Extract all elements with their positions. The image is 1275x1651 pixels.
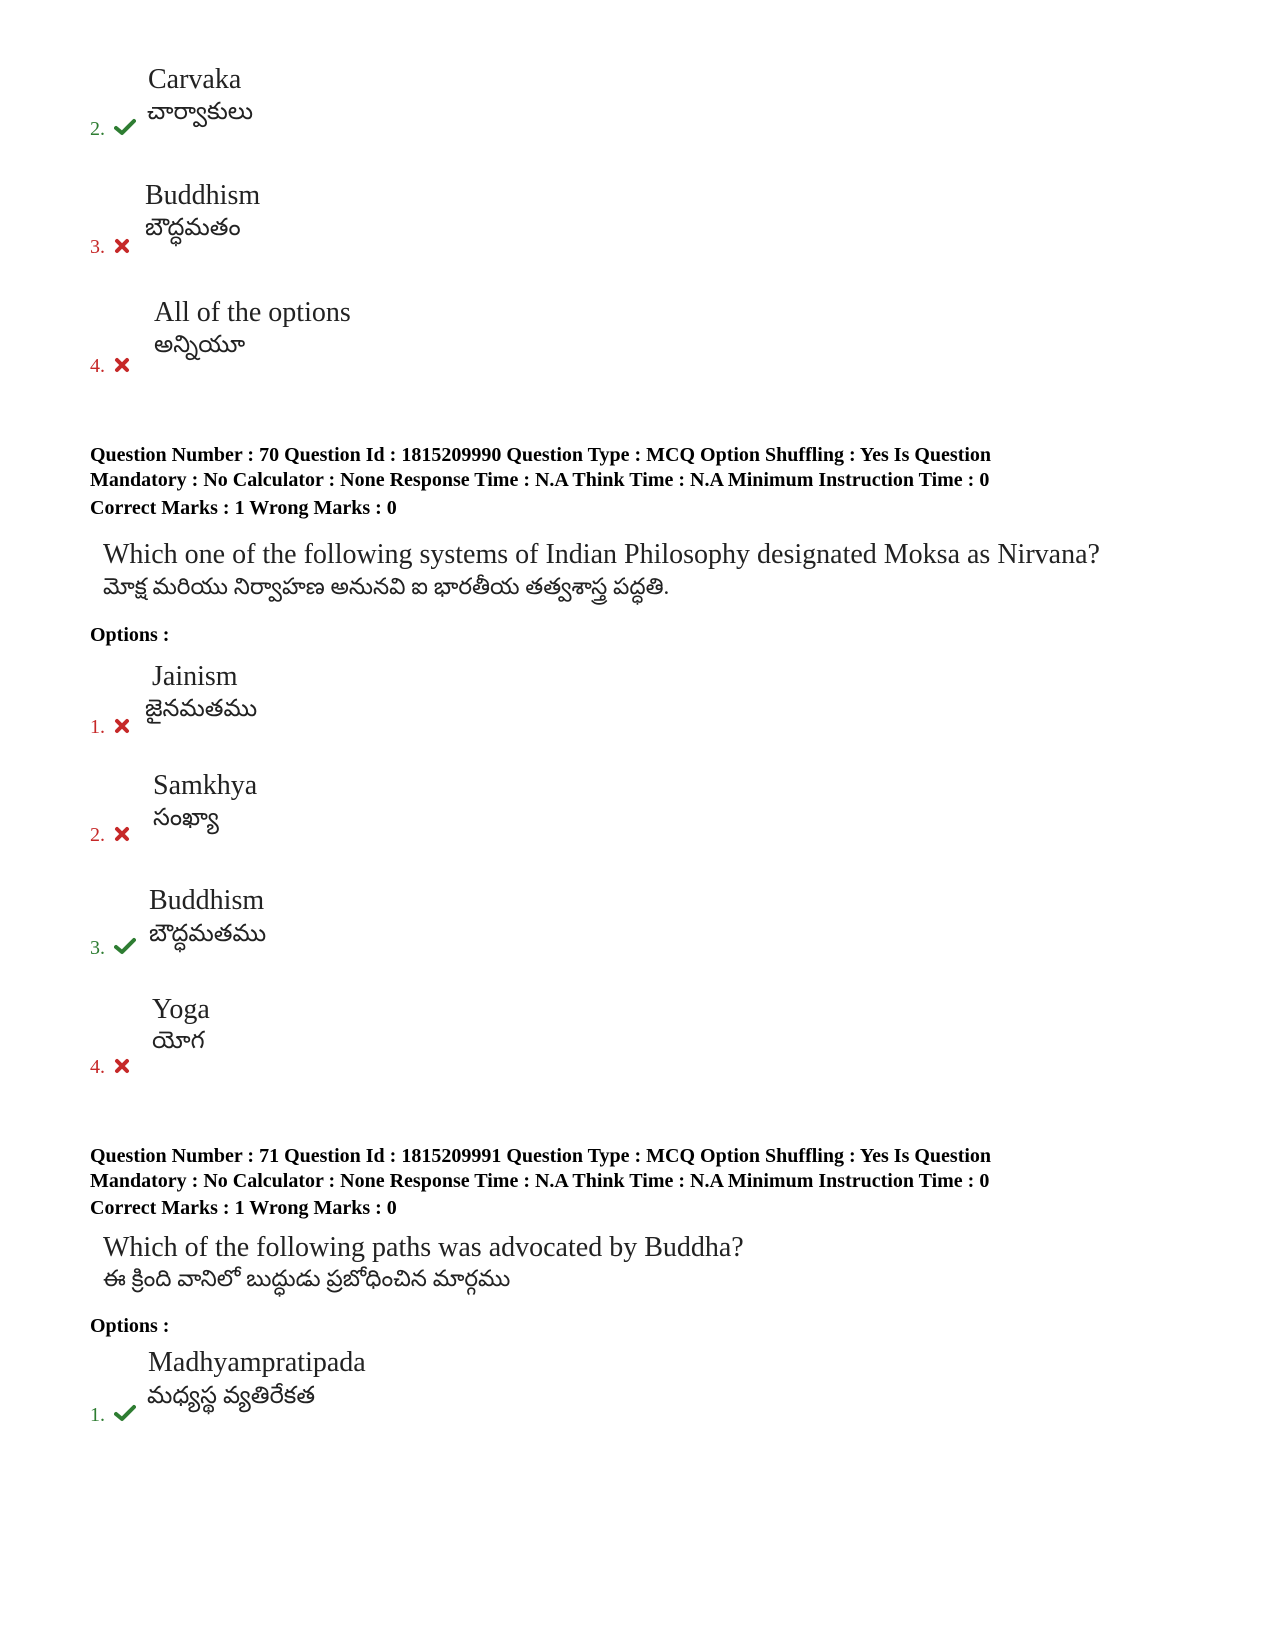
option-text-en: Madhyampratipada [148, 1347, 366, 1378]
question-marks: Correct Marks : 1 Wrong Marks : 0 [90, 497, 397, 519]
cross-icon [114, 356, 130, 379]
cross-icon [114, 717, 130, 740]
option-number [90, 716, 130, 740]
question-meta [90, 443, 991, 493]
option-number [90, 355, 130, 379]
options-label: Options : [90, 1315, 170, 1337]
question-meta-line-1: Question Number : 71 Question Id : 1815209991 Question Type : MCQ Option Shuffling : Yes Is Question [90, 1145, 992, 1167]
question-meta [90, 1144, 991, 1194]
check-icon [114, 1404, 136, 1428]
option-number-label: 3. [90, 236, 105, 258]
check-icon [114, 937, 136, 961]
option-number [90, 1404, 136, 1428]
option-number [90, 824, 130, 848]
option-number-label: 1. [90, 716, 105, 738]
option-text-te: బౌద్ధమతము [149, 921, 267, 947]
question-meta-line-2: Mandatory : No Calculator : None Response Time : N.A Think Time : N.A Minimum Instruction Time : 0 [90, 469, 990, 491]
question-marks: Correct Marks : 1 Wrong Marks : 0 [90, 1197, 397, 1219]
option-text-en: All of the options [154, 297, 351, 328]
option-number-label: 4. [90, 1056, 105, 1078]
options-label: Options : [90, 624, 170, 646]
option-text-en: Yoga [152, 994, 210, 1025]
question-text-en: Which one of the following systems of Indian Philosophy designated Moksa as Nirvana? [103, 539, 1100, 570]
option-number-label: 2. [90, 118, 105, 140]
question-text-te: ఈ క్రింది వానిలో బుద్ధుడు ప్రబోధించిన మార్గము [103, 1266, 511, 1291]
question-text-en: Which of the following paths was advocated by Buddha? [103, 1232, 744, 1263]
option-number [90, 1056, 130, 1080]
option-number-label: 1. [90, 1404, 105, 1426]
option-text-en: Carvaka [148, 64, 242, 95]
option-text-en: Jainism [152, 661, 238, 692]
option-number-label: 2. [90, 824, 105, 846]
option-number [90, 118, 136, 142]
option-number-label: 3. [90, 937, 105, 959]
cross-icon [114, 237, 130, 260]
option-text-te: సంఖ్యా [153, 805, 219, 831]
option-text-te: అన్నియూ [154, 332, 246, 358]
option-text-en: Buddhism [149, 885, 265, 916]
check-icon [114, 118, 136, 142]
cross-icon [114, 1057, 130, 1080]
question-meta-line-2: Mandatory : No Calculator : None Response Time : N.A Think Time : N.A Minimum Instruction Time : 0 [90, 1170, 990, 1192]
option-text-te: మధ్యస్థ వ్యతిరేకత [147, 1383, 315, 1409]
option-text-en: Buddhism [145, 180, 261, 211]
option-text-en: Samkhya [153, 770, 258, 801]
option-number-label: 4. [90, 355, 105, 377]
option-text-te: బౌద్ధమతం [145, 215, 241, 241]
cross-icon [114, 825, 130, 848]
option-text-te: చార్వాకులు [147, 99, 254, 125]
question-meta-line-1: Question Number : 70 Question Id : 1815209990 Question Type : MCQ Option Shuffling : Yes Is Question [90, 444, 992, 466]
question-text-te: మోక్ష మరియు నిర్వాహణ అనునవి ఐ భారతీయ తత్వశాస్త్ర పద్ధతి. [103, 574, 670, 599]
option-number [90, 236, 130, 260]
option-text-te: జైనమతము [145, 696, 258, 722]
option-number [90, 937, 136, 961]
option-text-te: యోగ [152, 1028, 205, 1054]
